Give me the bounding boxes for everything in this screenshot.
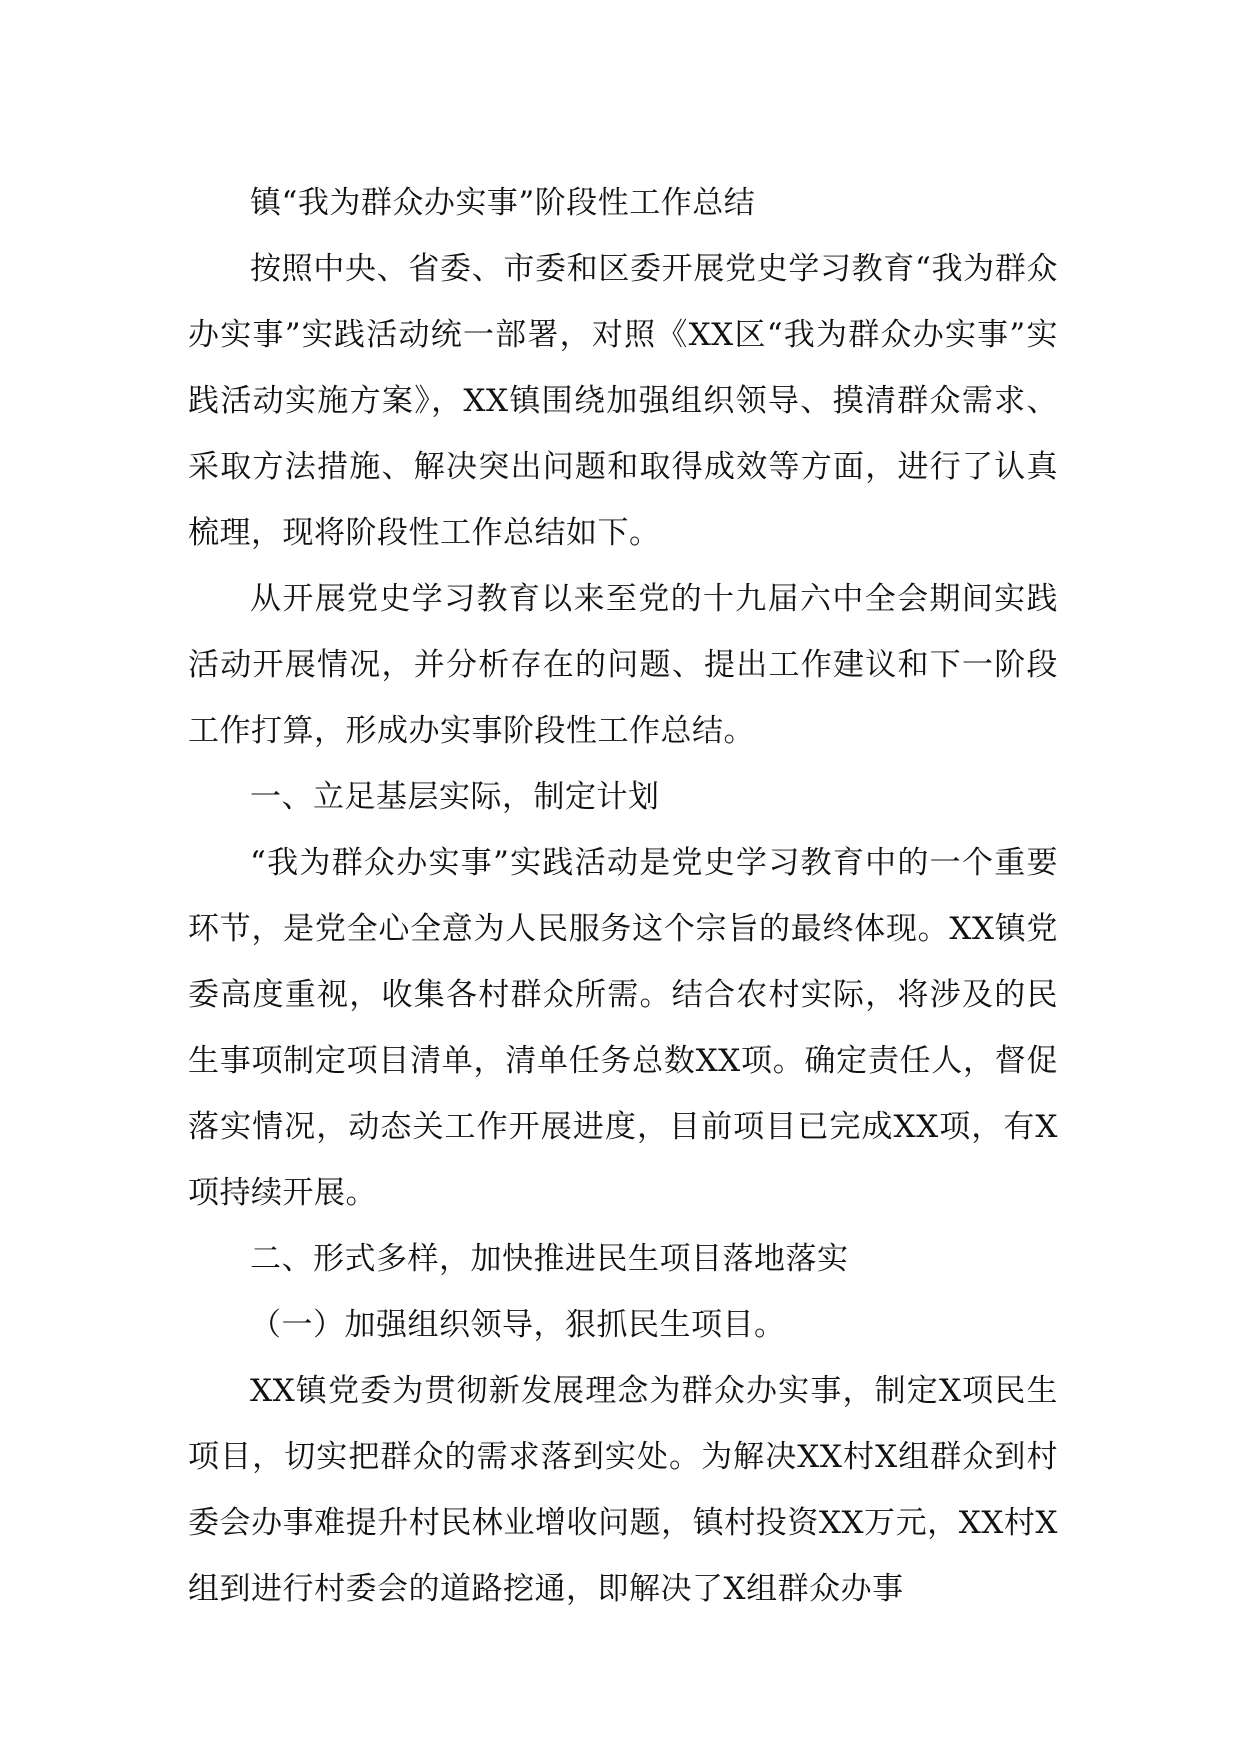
paragraph-section-1: “我为群众办实事”实践活动是党史学习教育中的一个重要环节，是党全心全意为人民服务这个宗旨的最终体现。XX镇党委高度重视，收集各村群众所需。结合农村实际，将涉及的民生事项制定项目清单，清单任务总数XX项。确定责任人，督促落实情况，动态关工作开展进度，目前项目已完成XX项，有X项持续开展。 bbox=[188, 845, 1058, 1211]
paragraph-scope: 从开展党史学习教育以来至党的十九届六中全会期间实践活动开展情况，并分析存在的问题、提出工作建议和下一阶段工作打算，形成办实事阶段性工作总结。 bbox=[188, 581, 1058, 749]
section-heading-1: 一、立足基层实际，制定计划 bbox=[250, 779, 660, 815]
document-body bbox=[188, 170, 1058, 1622]
paragraph-intro: 按照中央、省委、市委和区委开展党史学习教育“我为群众办实事”实践活动统一部署，对照《XX区“我为群众办实事”实践活动实施方案》，XX镇围绕加强组织领导、摸清群众需求、采取方法措施、解决突出问题和取得成效等方面，进行了认真梳理，现将阶段性工作总结如下。 bbox=[188, 251, 1058, 551]
subsection-heading-2-1: （一）加强组织领导，狠抓民生项目。 bbox=[250, 1307, 786, 1343]
document-title: 镇“我为群众办实事”阶段性工作总结 bbox=[250, 185, 756, 221]
section-heading-2: 二、形式多样，加快推进民生项目落地落实 bbox=[250, 1241, 849, 1277]
paragraph-section-2-1: XX镇党委为贯彻新发展理念为群众办实事，制定X项民生项目，切实把群众的需求落到实处。为解决XX村X组群众到村委会办事难提升村民林业增收问题，镇村投资XX万元，XX村X组到进行村委会的道路挖通，即解决了X组群众办事 bbox=[188, 1373, 1058, 1607]
